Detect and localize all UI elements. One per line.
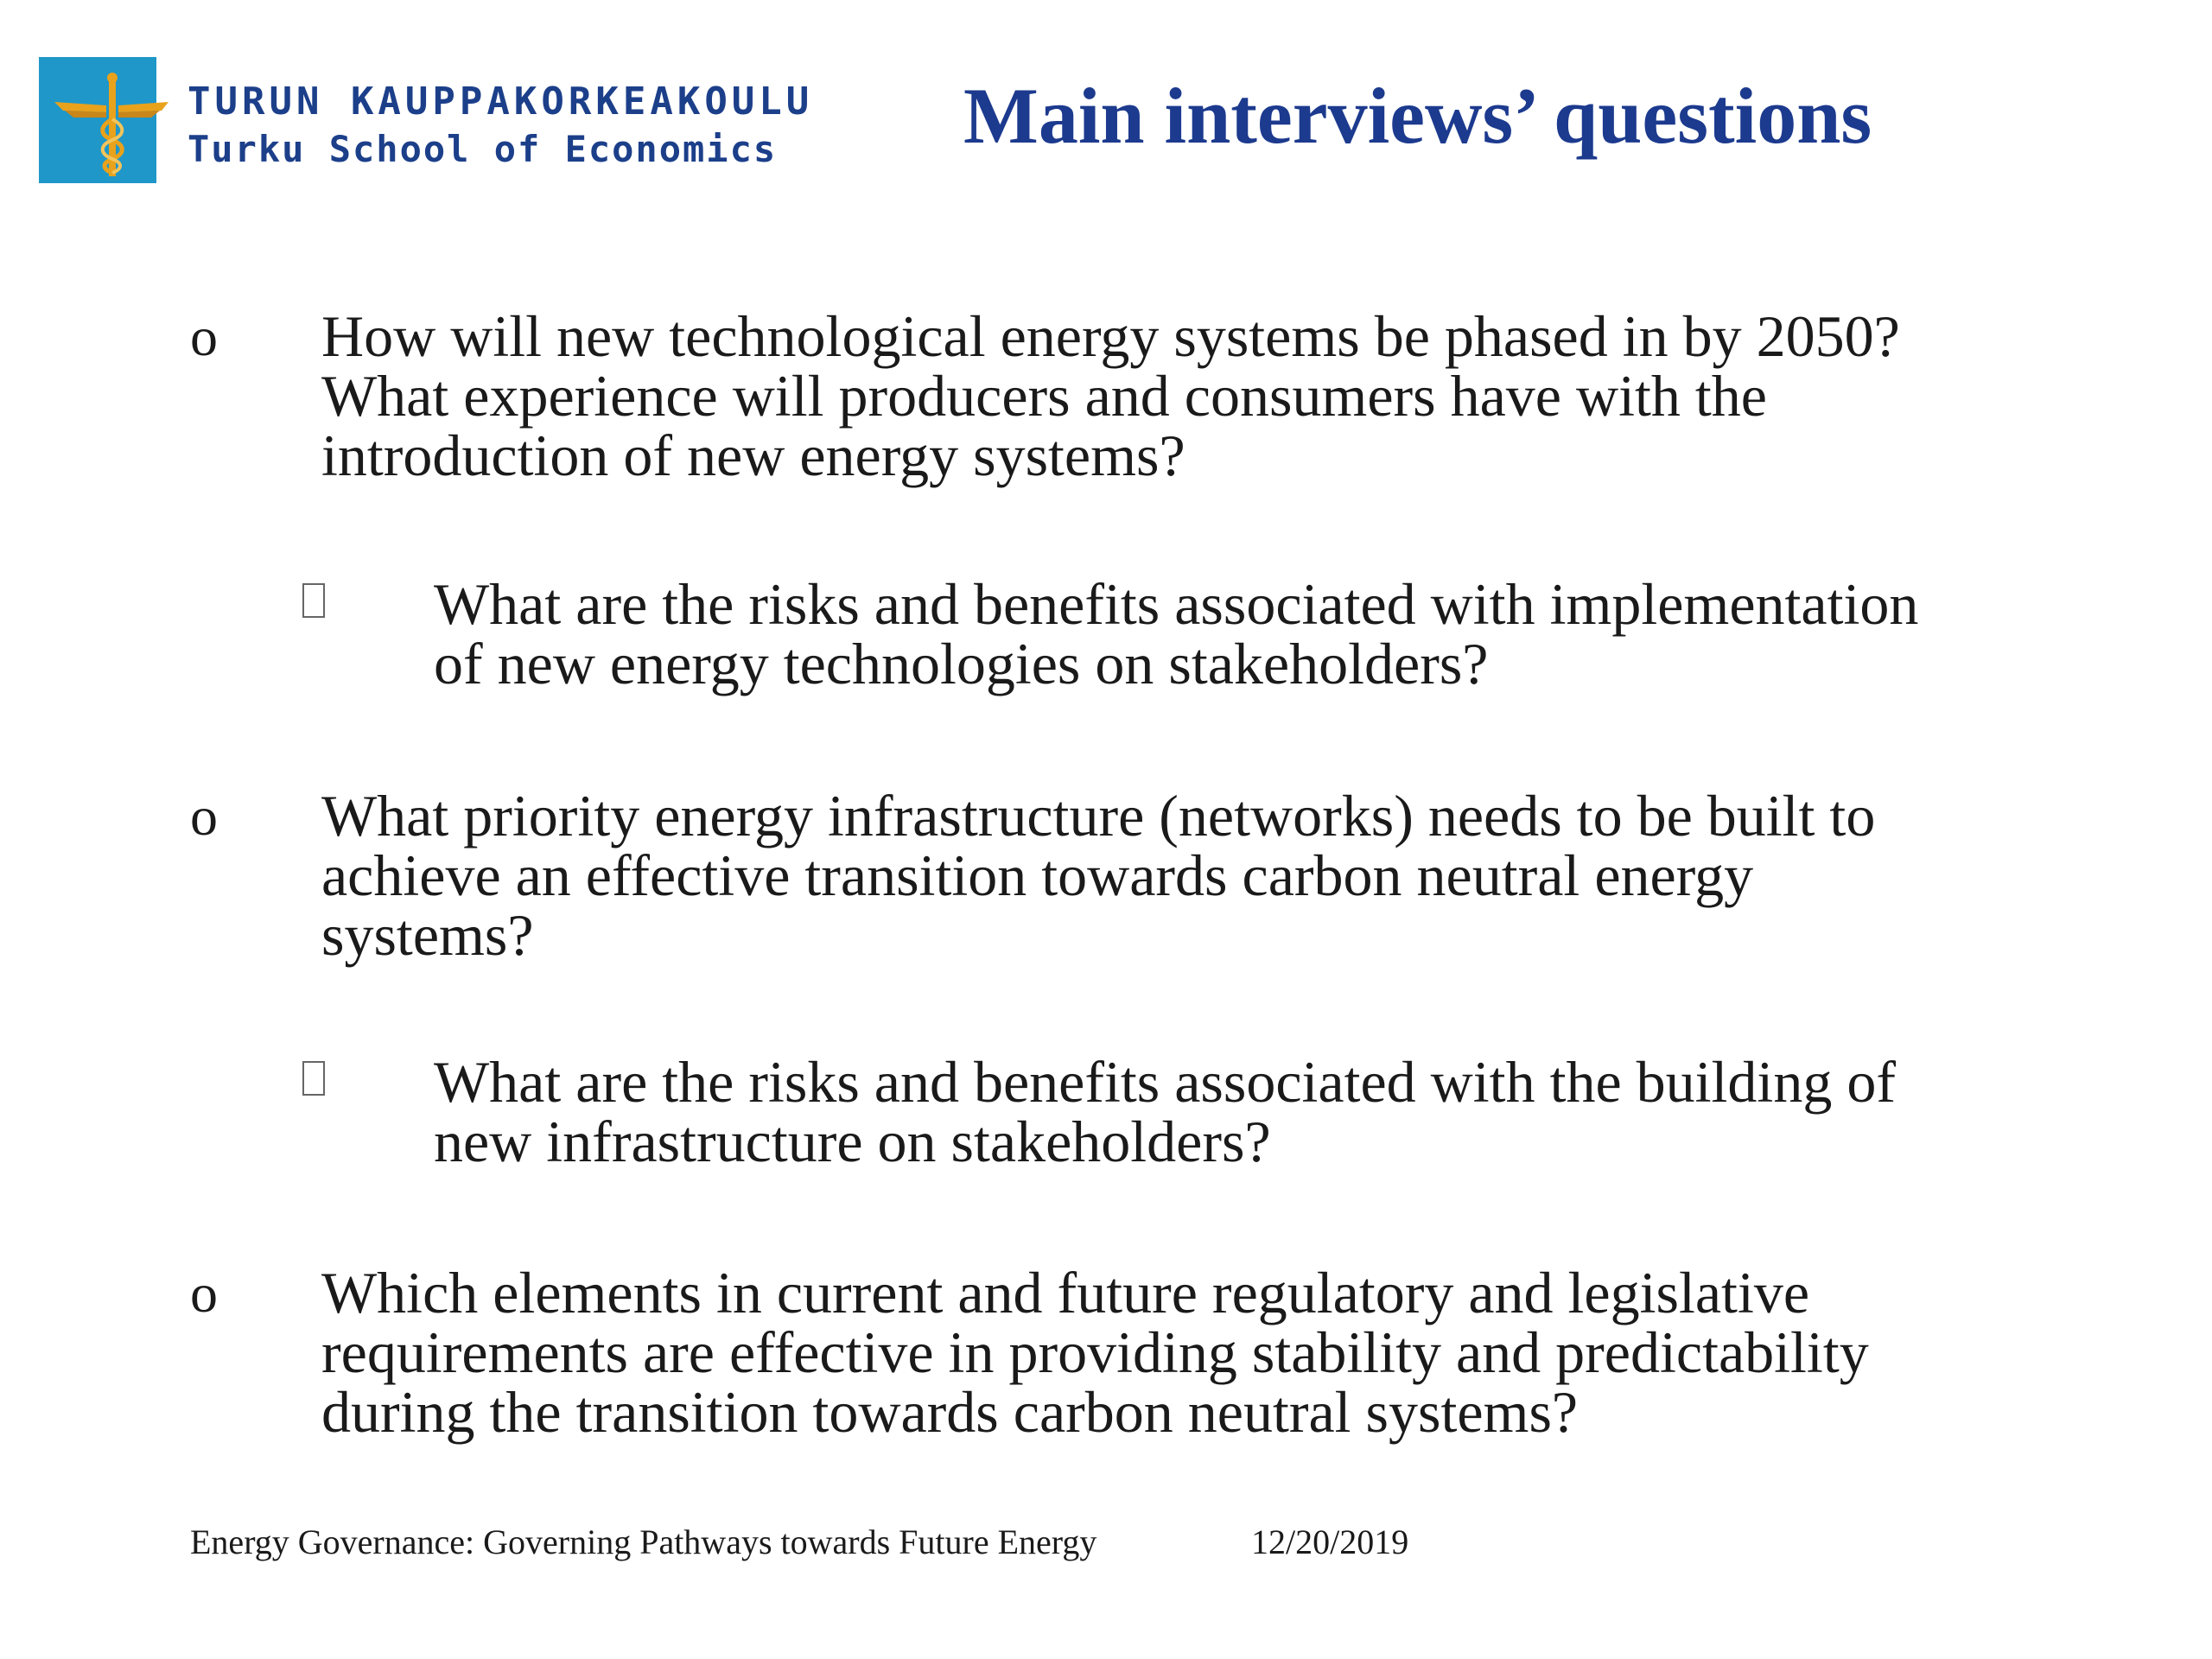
bullet-box-icon (302, 1061, 325, 1096)
question-line: What are the risks and benefits associated with implementation (434, 571, 1919, 637)
question-item-1 (321, 303, 1900, 488)
question-line: How will new technological energy systems be phased in by 2050? (321, 303, 1900, 369)
question-line: new infrastructure on stakeholders? (434, 1109, 1271, 1174)
question-line: of new energy technologies on stakeholders? (434, 631, 1489, 696)
question-item-3 (321, 1260, 1869, 1445)
question-line: Which elements in current and future regulatory and legislative (321, 1260, 1810, 1325)
bullet-box-icon (302, 583, 325, 618)
slide-title: Main interviews’ questions (963, 72, 1872, 160)
caduceus-logo-icon (39, 57, 168, 183)
question-line: during the transition towards carbon neutral systems? (321, 1379, 1579, 1445)
footer-date: 12/20/2019 (1251, 1522, 1409, 1561)
logo-line-english: Turku School of Economics (188, 128, 778, 170)
bullet-circle: o (190, 1262, 218, 1324)
question-line: achieve an effective transition towards carbon neutral energy (321, 842, 1754, 908)
question-line: introduction of new energy systems? (321, 423, 1185, 488)
question-line: What priority energy infrastructure (networks) needs to be built to (321, 783, 1876, 849)
question-line: requirements are effective in providing stability and predictability (321, 1319, 1869, 1385)
question-item-2 (321, 783, 1876, 968)
sub-question-item-2 (434, 1049, 1896, 1174)
bullet-circle: o (190, 785, 218, 847)
bullet-circle: o (190, 306, 218, 367)
question-line: systems? (321, 902, 534, 968)
sub-question-item-1 (434, 571, 1919, 696)
question-line: What experience will producers and consumers have with the (321, 363, 1767, 429)
school-logo (39, 57, 814, 187)
logo-text (188, 79, 814, 170)
question-line: What are the risks and benefits associated with the building of (434, 1049, 1896, 1115)
footer-text: Energy Governance: Governing Pathways towards Future Energy (190, 1522, 1097, 1561)
logo-line-finnish: TURUN KAUPPAKORKEAKOULU (188, 79, 814, 124)
